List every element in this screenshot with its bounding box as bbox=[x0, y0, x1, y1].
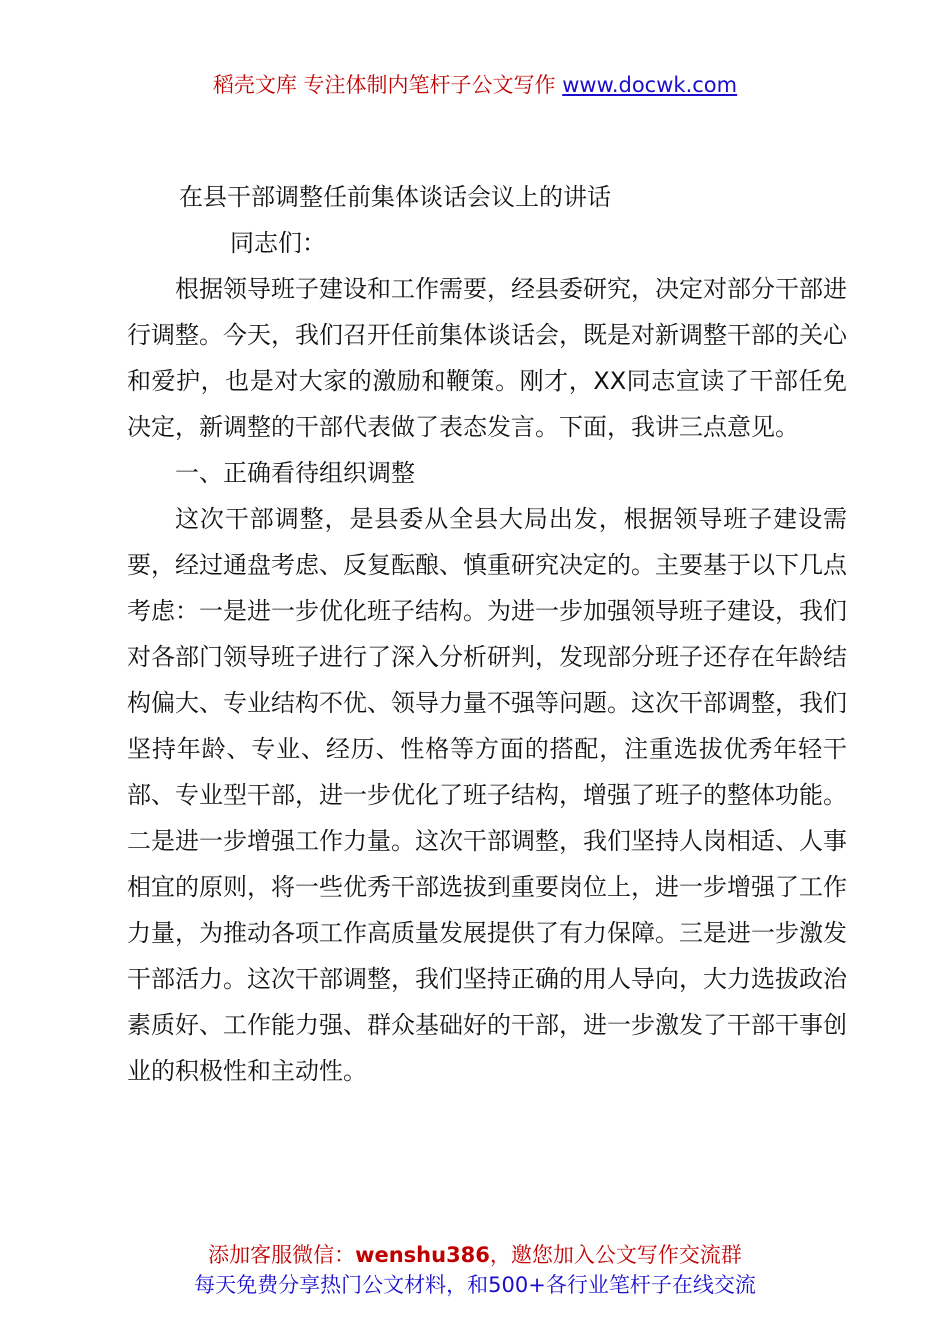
page-header bbox=[0, 70, 950, 100]
footer-wechat-prefix: 添加客服微信： bbox=[208, 1243, 356, 1267]
paragraph-body: 这次干部调整，是县委从全县大局出发，根据领导班子建设需要，经过通盘考虑、反复酝酿、慎重研究决定的。主要基于以下几点考虑：一是进一步优化班子结构。为进一步加强领导班子建设，我们对各部门领导班子进行了深入分析研判，发现部分班子还存在年龄结构偏大、专业结构不优、领导力量不强等问题。这次干部调整，我们坚持年龄、专业、经历、性格等方面的搭配，注重选拔优秀年轻干部、专业型干部，进一步优化了班子结构，增强了班子的整体功能。二是进一步增强工作力量。这次干部调整，我们坚持人岗相适、人事相宜的原则，将一些优秀干部选拔到重要岗位上，进一步增强了工作力量，为推动各项工作高质量发展提供了有力保障。三是进一步激发干部活力。这次干部调整，我们坚持正确的用人导向，大力选拔政治素质好、工作能力强、群众基础好的干部，进一步激发了干部干事创业的积极性和主动性。 bbox=[127, 505, 847, 1085]
section-heading: 一、正确看待组织调整 bbox=[175, 459, 415, 487]
footer-wechat-id: wenshu386 bbox=[355, 1243, 490, 1267]
header-brand-text: 稻壳文库 专注体制内笔杆子公文写作 bbox=[212, 73, 563, 97]
document-title: 在县干部调整任前集体谈话会议上的讲话 bbox=[179, 183, 611, 211]
footer-line-1 bbox=[0, 1240, 950, 1270]
footer-line-2: 每天免费分享热门公文材料，和500+各行业笔杆子在线交流 bbox=[194, 1273, 756, 1297]
paragraph-intro: 根据领导班子建设和工作需要，经县委研究，决定对部分干部进行调整。今天，我们召开任前集体谈话会，既是对新调整干部的关心和爱护，也是对大家的激励和鞭策。刚才，XX同志宣读了干部任免决定，新调整的干部代表做了表态发言。下面，我讲三点意见。 bbox=[127, 275, 847, 441]
page-footer bbox=[0, 1240, 950, 1300]
document-body bbox=[127, 174, 847, 1094]
footer-wechat-suffix: ，邀您加入公文写作交流群 bbox=[489, 1243, 742, 1267]
header-url-link[interactable]: www.docwk.com bbox=[562, 73, 738, 97]
document-greeting: 同志们： bbox=[230, 229, 326, 257]
